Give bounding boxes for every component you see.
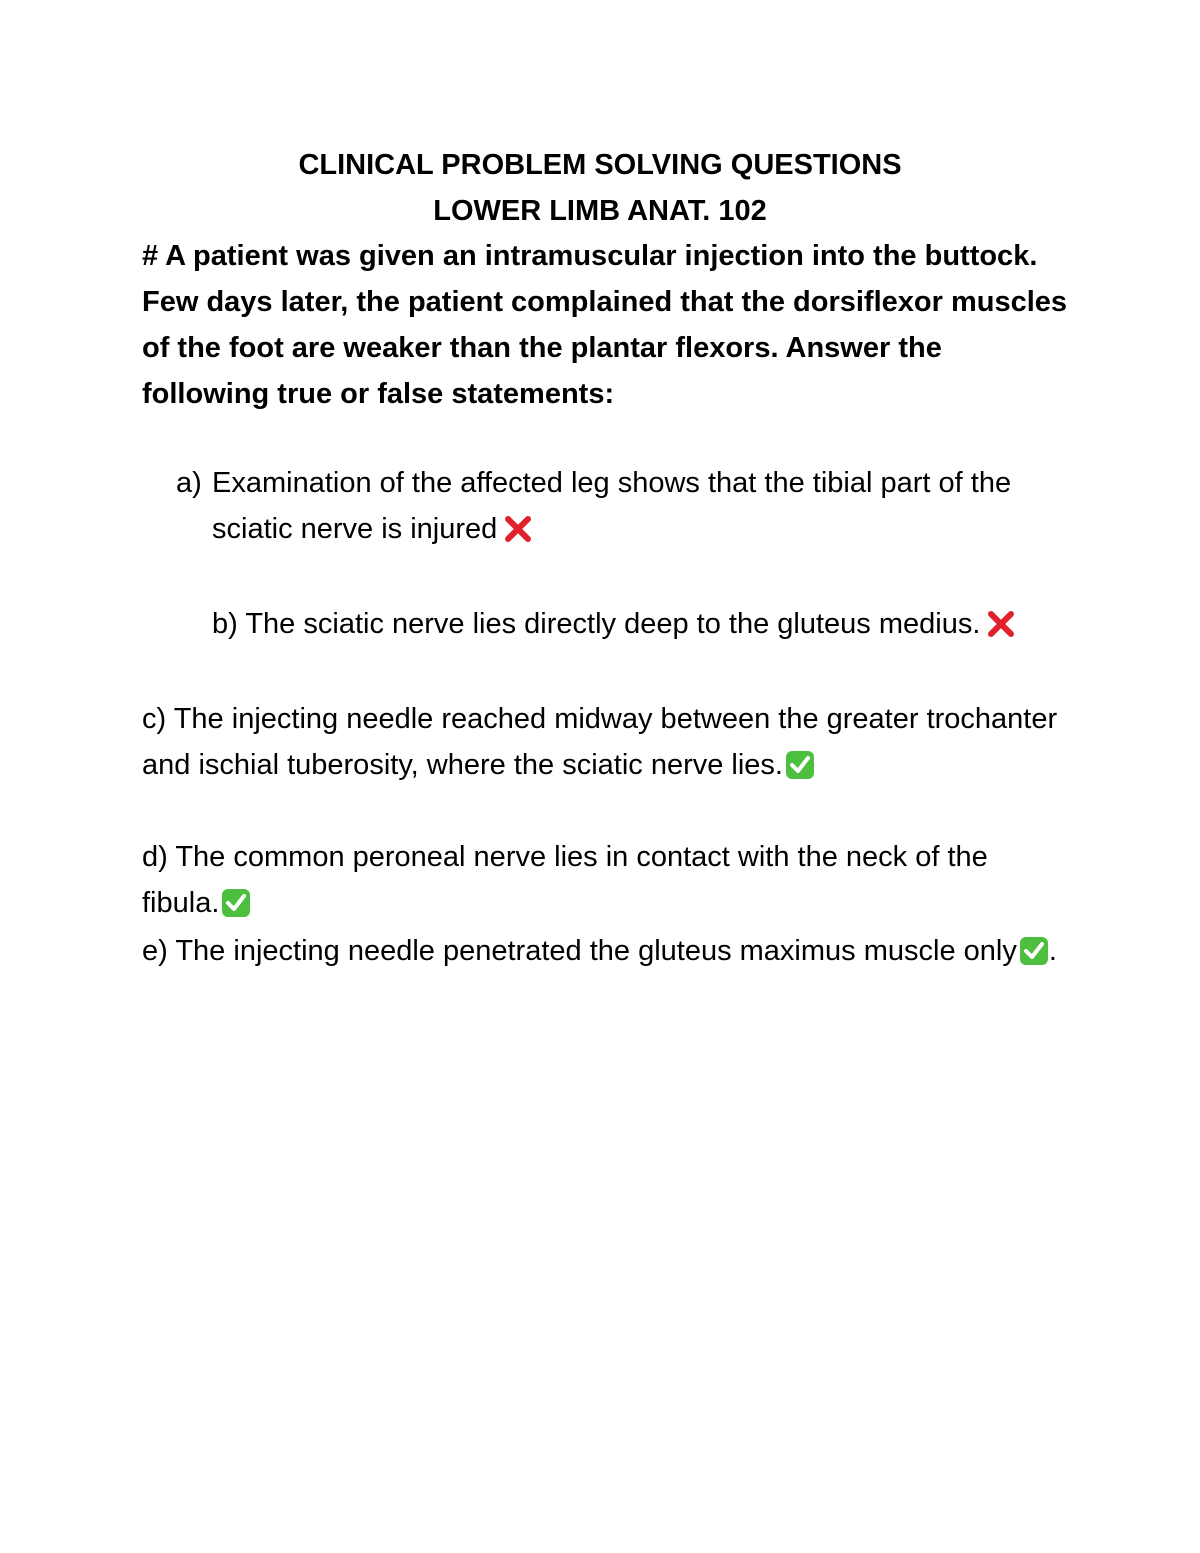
document-subtitle: LOWER LIMB ANAT. 102 bbox=[433, 195, 767, 227]
statement-a-text: Examination of the affected leg shows that the tibial part of the sciatic nerve is injured bbox=[212, 467, 1012, 545]
document-title: CLINICAL PROBLEM SOLVING QUESTIONS bbox=[298, 149, 902, 181]
statement-b-label: b) bbox=[212, 608, 238, 640]
statement-b bbox=[212, 601, 1042, 647]
statement-c bbox=[142, 696, 1072, 788]
check-mark-icon bbox=[221, 888, 251, 918]
check-mark-icon bbox=[1019, 936, 1049, 966]
statement-d bbox=[142, 834, 1072, 926]
cross-mark-icon bbox=[986, 609, 1016, 639]
statement-e-text: The injecting needle penetrated the gluteus maximus muscle only bbox=[175, 935, 1017, 967]
statement-d-text: The common peroneal nerve lies in contact with the neck of the fibula. bbox=[142, 841, 988, 919]
statement-b-text: The sciatic nerve lies directly deep to the gluteus medius. bbox=[245, 608, 981, 640]
statement-e-trailing: . bbox=[1048, 935, 1057, 967]
statement-a bbox=[176, 460, 1042, 552]
statement-e bbox=[142, 928, 1072, 974]
cross-mark-icon bbox=[503, 514, 533, 544]
statement-a-label: a) bbox=[176, 467, 202, 499]
statement-c-label: c) bbox=[142, 703, 167, 735]
statement-e-label: e) bbox=[142, 935, 168, 967]
check-mark-icon bbox=[785, 750, 815, 780]
question-stem: # A patient was given an intramuscular injection into the buttock. Few days later, the patient complained that the dorsiflexor muscles of the foot are weaker than the plantar flexors. Answer the following true or false statements: bbox=[142, 240, 1068, 410]
statement-d-label: d) bbox=[142, 841, 168, 873]
statement-c-text: The injecting needle reached midway between the greater trochanter and ischial tuberosity, where the sciatic nerve lies. bbox=[142, 703, 1058, 781]
